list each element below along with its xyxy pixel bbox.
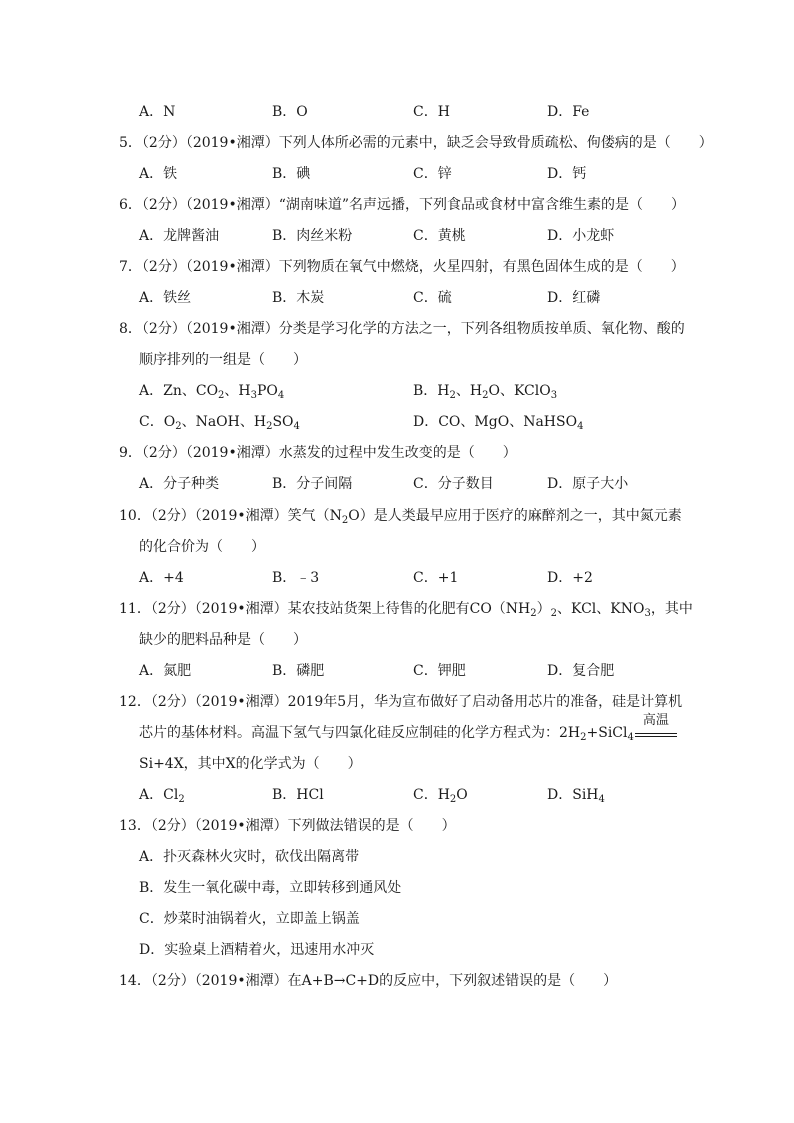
continuation-text: 缺少的肥料品种是（ ） bbox=[139, 632, 307, 648]
answer-option: C．分子数目 bbox=[413, 476, 494, 492]
options-row bbox=[0, 225, 794, 247]
question-line bbox=[0, 256, 794, 278]
answer-option: B．碘 bbox=[272, 166, 311, 182]
question-text: 8．（2分）（2019•湘潭）分类是学习化学的方法之一，下列各组物质按单质、氧化物、酸的 bbox=[119, 321, 685, 337]
options-row bbox=[0, 567, 794, 589]
answer-option: C．+1 bbox=[413, 570, 459, 586]
answer-option: A．+4 bbox=[139, 570, 184, 586]
options-row bbox=[0, 660, 794, 682]
answer-option: A．龙牌酱油 bbox=[139, 228, 220, 244]
answer-option: B．肉丝米粉 bbox=[272, 228, 353, 244]
question-line bbox=[0, 505, 794, 527]
text-line bbox=[0, 713, 794, 744]
continuation-text: 顺序排列的一组是（ ） bbox=[139, 352, 307, 368]
continuation-text: 的化合价为（ ） bbox=[139, 539, 265, 555]
answer-option: C．锌 bbox=[413, 166, 452, 182]
answer-option: B．木炭 bbox=[272, 290, 325, 306]
answer-option: A．氮肥 bbox=[139, 663, 192, 679]
text-line bbox=[0, 536, 794, 558]
question-text: 14．（2分）（2019•湘潭）在A+B→C+D的反应中，下列叙述错误的是（ ） bbox=[119, 973, 618, 989]
options-row bbox=[0, 473, 794, 495]
question-text: 10．（2分）（2019•湘潭）笑气$(N_2O)$是人类最早应用于医疗的麻醉剂之一，其中氮元素 bbox=[119, 508, 682, 526]
text-line bbox=[0, 629, 794, 651]
question-line bbox=[0, 970, 794, 992]
continuation-text: B．发生一氧化碳中毒，立即转移到通风处 bbox=[139, 880, 402, 896]
question-text: 12．（2分）（2019•湘潭）2019年5月，华为宣布做好了启动备用芯片的准备，硅是计算机 bbox=[119, 694, 683, 710]
options-row bbox=[0, 411, 794, 433]
answer-option: A．$Cl_2$ bbox=[139, 787, 185, 805]
answer-option: D．CO、MgO、NaHSO$_4$ bbox=[413, 414, 584, 432]
question-text: 13．（2分）（2019•湘潭）下列做法错误的是（ ） bbox=[119, 818, 456, 834]
answer-option: B．O bbox=[272, 104, 308, 120]
answer-option: D．SiH$_4$ bbox=[547, 787, 605, 805]
text-line bbox=[0, 753, 794, 775]
question-line bbox=[0, 132, 794, 154]
answer-option: D．小龙虾 bbox=[547, 228, 615, 244]
text-line bbox=[0, 846, 794, 868]
question-line bbox=[0, 442, 794, 464]
answer-option: C．$O_2$、NaOH、$H_2SO_4$ bbox=[139, 414, 300, 432]
answer-option: A．铁丝 bbox=[139, 290, 192, 306]
answer-option: C．钾肥 bbox=[413, 663, 466, 679]
question-text: 9．（2分）（2019•湘潭）水蒸发的过程中发生改变的是（ ） bbox=[119, 445, 517, 461]
answer-option: C．$H_2O$ bbox=[413, 787, 468, 805]
answer-option: C．硫 bbox=[413, 290, 452, 306]
answer-option: B．﹣3 bbox=[272, 570, 320, 586]
continuation-text: 芯片的基体材料。高温下氢气与四氯化硅反应制硅的化学方程式为：$2H_2+SiCl_4$ 高温 bbox=[139, 722, 678, 744]
answer-option: A．铁 bbox=[139, 166, 178, 182]
question-line bbox=[0, 318, 794, 340]
answer-option: B．分子间隔 bbox=[272, 476, 353, 492]
answer-option: D．Fe bbox=[547, 104, 590, 120]
options-row bbox=[0, 163, 794, 185]
answer-option: D．+2 bbox=[547, 570, 593, 586]
question-text: 7．（2分）（2019•湘潭）下列物质在氧气中燃烧，火星四射，有黑色固体生成的是（ ） bbox=[119, 259, 685, 275]
question-line bbox=[0, 194, 794, 216]
options-row bbox=[0, 287, 794, 309]
answer-option: A．分子种类 bbox=[139, 476, 220, 492]
options-row bbox=[0, 380, 794, 402]
options-row bbox=[0, 101, 794, 123]
answer-option: C．黄桃 bbox=[413, 228, 466, 244]
continuation-text: A．扑灭森林火灾时，砍伐出隔离带 bbox=[139, 849, 360, 865]
answer-option: B．$H_2$、$H_2O$、KClO$_3$ bbox=[413, 383, 558, 401]
question-line bbox=[0, 815, 794, 837]
continuation-text: C．炒菜时油锅着火，立即盖上锅盖 bbox=[139, 911, 360, 927]
answer-option: A．N bbox=[139, 104, 176, 120]
answer-option: B．磷肥 bbox=[272, 663, 325, 679]
question-text: 6．（2分）（2019•湘潭）“湖南味道”名声远播，下列食品或食材中富含维生素的是（ ） bbox=[119, 197, 686, 213]
answer-option: D．复合肥 bbox=[547, 663, 615, 679]
answer-option: A．Zn、$CO_2$、$H_3PO_4$ bbox=[139, 383, 285, 401]
continuation-text: Si+4X，其中X的化学式为（ ） bbox=[139, 756, 362, 772]
answer-option: D．钙 bbox=[547, 166, 587, 182]
text-line bbox=[0, 908, 794, 930]
options-row bbox=[0, 784, 794, 806]
question-text: 5．（2分）（2019•湘潭）下列人体所必需的元素中，缺乏会导致骨质疏松、佝偻病的是（ ） bbox=[119, 135, 713, 151]
answer-option: D．原子大小 bbox=[547, 476, 629, 492]
text-line bbox=[0, 939, 794, 961]
answer-option: B．HCl bbox=[272, 787, 324, 803]
answer-option: D．红磷 bbox=[547, 290, 601, 306]
answer-option: C．H bbox=[413, 104, 450, 120]
continuation-text: D．实验桌上酒精着火，迅速用水冲灭 bbox=[139, 942, 375, 958]
question-line bbox=[0, 598, 794, 620]
text-line bbox=[0, 349, 794, 371]
question-text: 11．（2分）（2019•湘潭）某农技站货架上待售的化肥有$CO(NH_2)_2$、KCl、$KNO_3$，其中 bbox=[119, 601, 693, 619]
text-line bbox=[0, 877, 794, 899]
